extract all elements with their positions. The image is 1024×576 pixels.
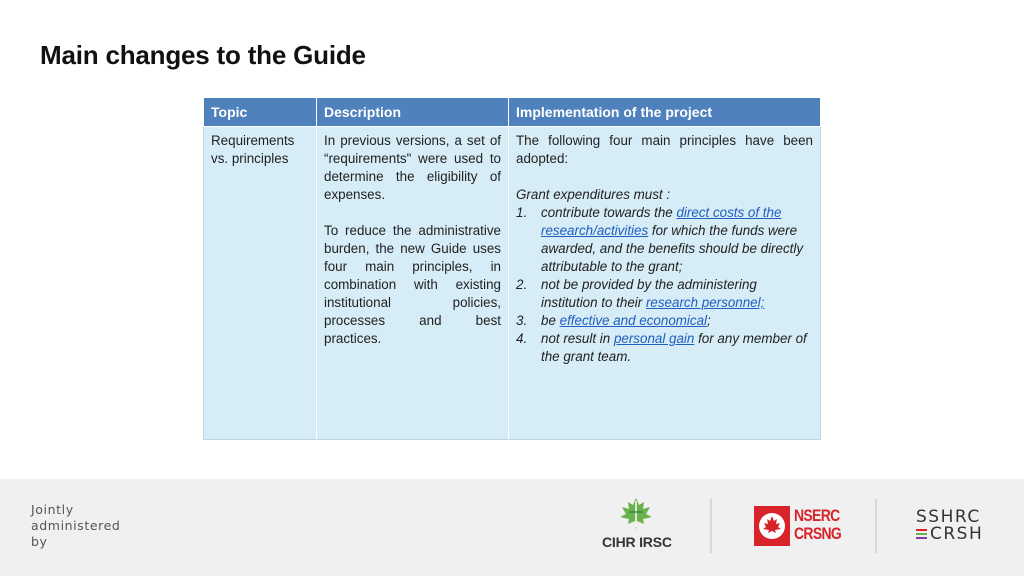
item-text-before: not result in xyxy=(541,331,614,346)
sshrc-line-2: CRSH xyxy=(930,524,984,544)
changes-table xyxy=(203,97,821,440)
jointly-line-2: administered xyxy=(31,518,121,533)
nserc-line-1: NSERC xyxy=(794,506,840,525)
list-number: 4. xyxy=(516,331,528,346)
jointly-administered-label xyxy=(31,502,120,550)
header-description: Description xyxy=(317,98,509,127)
item-text-before: be xyxy=(541,313,560,328)
slide-title: Main changes to the Guide xyxy=(40,40,366,70)
header-implementation: Implementation of the project xyxy=(509,98,821,127)
logo-divider xyxy=(710,499,712,553)
list-number: 2. xyxy=(516,277,528,292)
item-text-before: not be provided by the administering institution to their xyxy=(541,277,757,310)
item-text-after: for any member of the grant team. xyxy=(541,331,807,364)
topic-text: Requirements vs. principles xyxy=(211,133,295,166)
principles-list xyxy=(516,204,813,366)
maple-leaf-icon xyxy=(754,506,790,546)
jointly-line-1: Jointly xyxy=(31,502,74,517)
cihr-logo-text: CIHR IRSC xyxy=(602,534,672,550)
item-text-after: ; xyxy=(707,313,711,328)
table-header-row xyxy=(204,98,821,127)
sshrc-line-1: SSHRC xyxy=(916,507,981,527)
implementation-intro: The following four main principles have been adopted: xyxy=(516,133,813,166)
sshrc-logo xyxy=(916,509,983,543)
sshrc-bars-icon xyxy=(916,529,927,541)
list-number: 3. xyxy=(516,313,528,328)
sshrc-line-2-wrap xyxy=(916,526,983,543)
link-direct-costs[interactable]: direct costs of the research/activities xyxy=(541,205,782,238)
nserc-logo-text xyxy=(794,507,841,543)
implementation-lead: Grant expenditures must : xyxy=(516,187,671,202)
list-item xyxy=(516,330,813,366)
description-cell xyxy=(317,127,509,440)
link-personal-gain[interactable]: personal gain xyxy=(613,331,695,346)
table-row xyxy=(204,127,821,440)
jointly-line-3: by xyxy=(31,534,48,549)
item-text-after: for which the funds were awarded, and the benefits should be directly attributable to the grant; xyxy=(541,223,804,274)
topic-cell xyxy=(204,127,317,440)
nserc-line-2: CRSNG xyxy=(794,524,842,543)
link-research-personnel[interactable]: research personnel; xyxy=(645,295,765,310)
description-paragraph-1: In previous versions, a set of “requirements" were used to determine the eligibility of expenses. xyxy=(324,133,501,202)
footer-bar xyxy=(0,479,1024,576)
list-item xyxy=(516,312,813,330)
list-item xyxy=(516,204,813,276)
description-paragraph-2: To reduce the administrative burden, the new Guide uses four main principles, in combination with existing institutional policies, processes and best practices. xyxy=(324,223,501,346)
nserc-flag-block xyxy=(754,506,790,546)
cihr-logo xyxy=(598,497,672,557)
link-effective-economical[interactable]: effective and economical xyxy=(559,313,708,328)
logo-divider xyxy=(875,499,877,553)
header-topic: Topic xyxy=(204,98,317,127)
item-text-before: contribute towards the xyxy=(541,205,677,220)
maple-leaf-icon xyxy=(618,497,654,531)
list-number: 1. xyxy=(516,205,528,220)
implementation-cell xyxy=(509,127,821,440)
list-item xyxy=(516,276,813,312)
